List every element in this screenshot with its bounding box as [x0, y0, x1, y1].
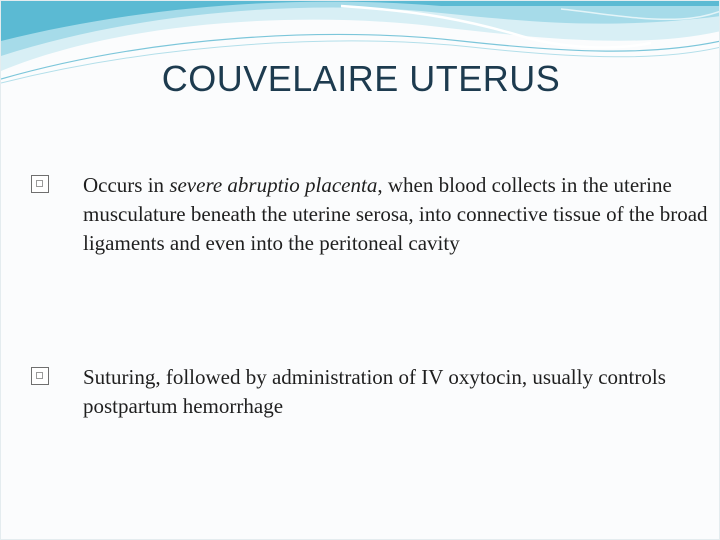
- bullet-1-emphasis: severe abruptio placenta: [169, 173, 378, 197]
- bullet-box-icon: [31, 175, 49, 193]
- bullet-text-1: [83, 171, 713, 258]
- bullet-1-prefix: Occurs in: [83, 173, 170, 197]
- bullet-text-2: Suturing, followed by administration of IV oxytocin, usually controls postpartum hemorrhage: [83, 365, 666, 418]
- bullet-1-suffix: , when blood collects in the uterine musculature beneath the uterine serosa, into connective tissue of the broad ligaments and even into the peritoneal cavity: [83, 173, 708, 255]
- slide-title: COUVELAIRE UTERUS: [161, 58, 561, 99]
- bullet-box-icon: [31, 367, 49, 385]
